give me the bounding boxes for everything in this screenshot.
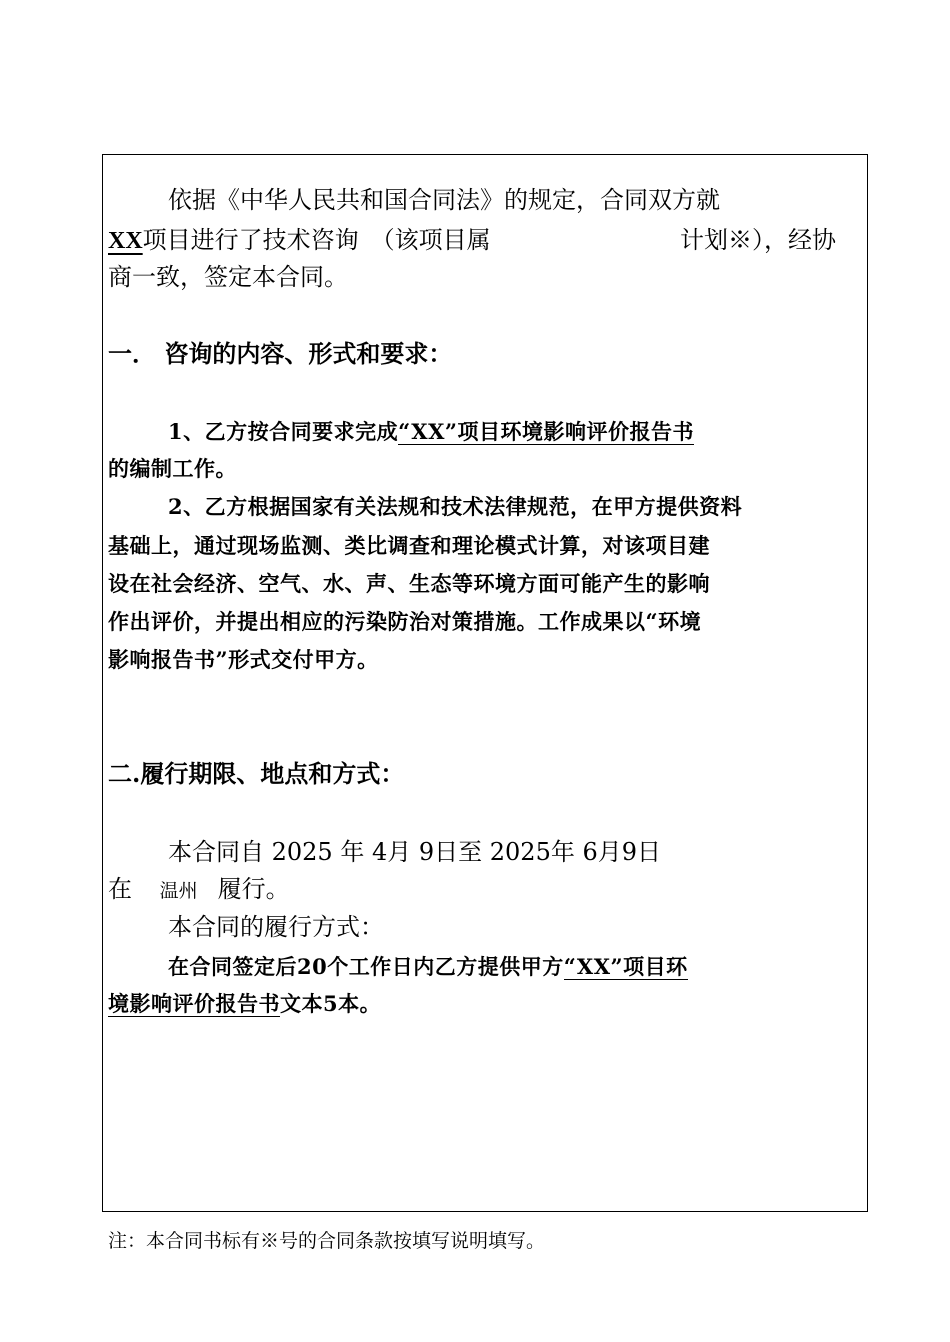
- section1-item1-line2: 的编制工作。: [108, 456, 237, 481]
- period-line: 本合同自 2025 年 4月 9日至 2025年 6月9日: [168, 838, 662, 866]
- intro-line-2-text: 项目进行了技术咨询 （该项目属: [142, 226, 491, 254]
- project-name-xx: XX: [108, 228, 143, 254]
- section2-heading: 二.履行期限、地点和方式：: [108, 759, 405, 788]
- section1-heading: 一． 咨询的内容、形式和要求：: [108, 339, 453, 368]
- intro-line-1: 依据《中华人民共和国合同法》的规定，合同双方就: [168, 186, 720, 214]
- method-line-2: [108, 993, 381, 1017]
- intro-line-3: 商一致，签定本合同。: [108, 263, 348, 291]
- place-line: [108, 877, 290, 901]
- item1-text: 1、乙方按合同要求完成: [168, 419, 399, 444]
- section1-item1-line1: [168, 421, 694, 445]
- method-text: 在合同签定后20个工作日内乙方提供甲方: [168, 954, 564, 979]
- place-suffix: 履行。: [217, 875, 290, 903]
- section1-item2-line4: 作出评价，并提出相应的污染防治对策措施。工作成果以“环境: [108, 609, 702, 634]
- section1-item2-line2: 基础上，通过现场监测、类比调查和理论模式计算，对该项目建: [108, 533, 710, 558]
- intro-line-2-plan: 计划※），经协: [680, 226, 836, 254]
- contract-frame: [102, 154, 868, 1212]
- section1-item2-line5: 影响报告书”形式交付甲方。: [108, 647, 379, 672]
- place-city: 温州: [159, 880, 198, 902]
- place-prefix: 在: [108, 875, 132, 903]
- footnote: 注：本合同书标有※号的合同条款按填写说明填写。: [108, 1230, 546, 1252]
- method-report-title-part2: 境影响评价报告书: [108, 991, 280, 1016]
- method-copies: 文本5本。: [280, 991, 382, 1016]
- intro-line-2: [108, 228, 491, 253]
- item1-report-title: “XX”项目环境影响评价报告书: [398, 419, 694, 444]
- section1-item2-line3: 设在社会经济、空气、水、声、生态等环境方面可能产生的影响: [108, 571, 710, 596]
- section1-item2-line1: 2、乙方根据国家有关法规和技术法律规范，在甲方提供资料: [168, 494, 743, 519]
- method-line-1: [168, 956, 688, 980]
- method-label: 本合同的履行方式：: [168, 913, 384, 941]
- method-report-title-part1: “XX”项目环: [563, 954, 688, 979]
